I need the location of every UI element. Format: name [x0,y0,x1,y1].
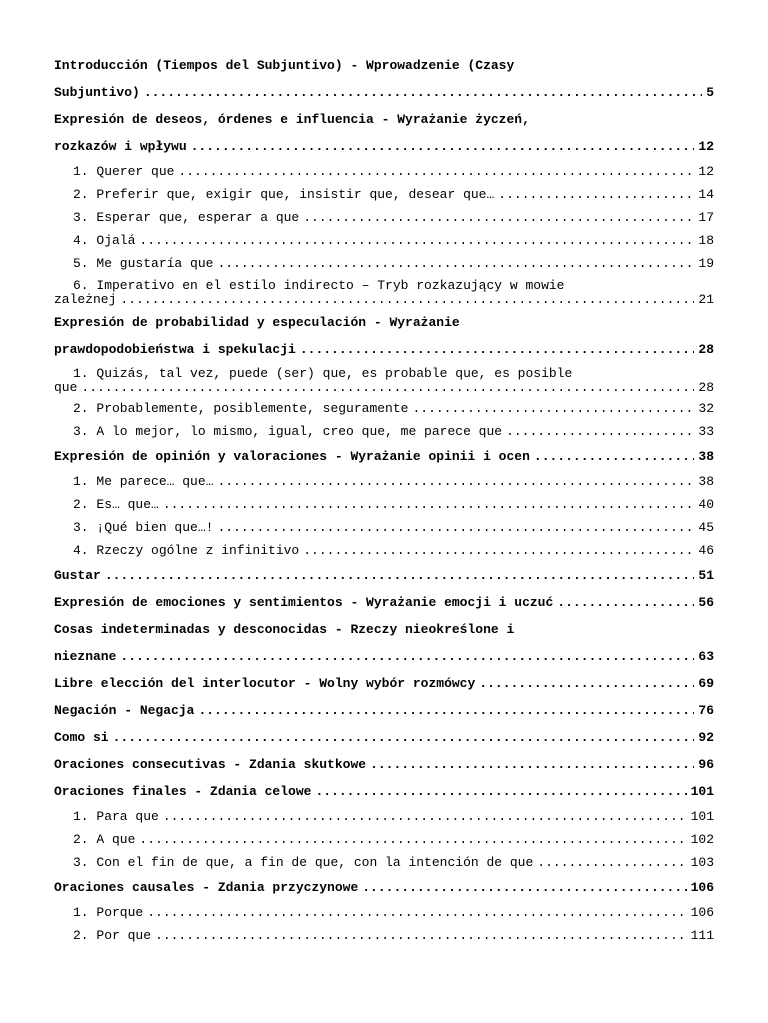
page-number: 106 [690,880,714,895]
page-number: 28 [698,342,714,357]
heading-entry-line [54,724,714,751]
heading-entry-line [54,336,714,363]
dot-leader [506,420,694,443]
toc-subentry[interactable] [54,470,714,493]
dot-leader [144,79,702,106]
dot-leader [498,183,694,206]
heading-title-line: Introducción (Tiempos del Subjuntivo) - Wprowadzenie (Czasy [54,58,515,73]
dot-leader [105,562,695,589]
page-number: 40 [698,497,714,512]
subentry-title: 2. Es… que… [73,497,159,512]
subentry-line [73,160,714,183]
page-number: 101 [690,809,714,824]
toc-subentry[interactable] [54,397,714,420]
toc-section-heading[interactable] [54,52,714,106]
subentry-title: 2. Probablemente, posiblemente, seguramente [73,401,409,416]
heading-title-line: Expresión de probabilidad y especulación - Wyrażanie [54,315,460,330]
page-number: 28 [698,380,714,395]
subentry-text-line: 6. Imperativo en el estilo indirecto – Tryb rozkazujący w mowie [73,278,565,293]
dot-leader [147,901,686,924]
toc-subentry[interactable] [54,229,714,252]
toc-section-heading[interactable] [54,106,714,160]
heading-title: Subjuntivo) [54,85,140,100]
dot-leader [163,805,687,828]
toc-section-heading[interactable] [54,589,714,616]
subentry-line [73,851,714,874]
dot-leader [139,828,686,851]
subentry-title: 3. ¡Qué bien que…! [73,520,214,535]
subentry-line [73,805,714,828]
page-number: 33 [698,424,714,439]
dot-leader [370,751,694,778]
dot-leader [300,336,695,363]
subentry-title: 3. Con el fin de que, a fin de que, con la intención de que [73,855,534,870]
toc-subentry[interactable] [54,183,714,206]
toc-subentry[interactable] [54,805,714,828]
page-number: 92 [698,730,714,745]
dot-leader [557,589,694,616]
subentry-line [73,229,714,252]
subentry-line [73,539,714,562]
toc-subentry[interactable] [54,539,714,562]
subentry-line [73,397,714,420]
page-number: 46 [698,543,714,558]
subentry-line [73,183,714,206]
page-number: 111 [690,928,714,943]
dot-leader [534,443,695,470]
toc-section-heading[interactable] [54,874,714,901]
heading-entry-line [54,79,714,106]
subentry-title: 5. Me gustaría que [73,256,214,271]
heading-title: Oraciones causales - Zdania przyczynowe [54,880,359,895]
subentry-line [73,516,714,539]
toc-subentry[interactable] [54,206,714,229]
toc-section-heading[interactable] [54,724,714,751]
toc-section-heading[interactable] [54,616,714,670]
subentry-line [73,901,714,924]
heading-title-line: Expresión de deseos, órdenes e influencia - Wyrażanie życzeń, [54,112,530,127]
toc-subentry[interactable] [54,493,714,516]
dot-leader [81,381,694,395]
subentry-line [73,828,714,851]
page-number: 18 [698,233,714,248]
toc-section-heading[interactable] [54,697,714,724]
toc-subentry[interactable] [54,516,714,539]
toc-subentry[interactable] [54,363,714,397]
page-number: 19 [698,256,714,271]
subentry-title: 1. Querer que [73,164,175,179]
page-number: 14 [698,187,714,202]
table-of-contents [54,52,714,947]
heading-entry-line [54,443,714,470]
page-number: 63 [698,649,714,664]
heading-title-line: Cosas indeterminadas y desconocidas - Rzeczy nieokreślone i [54,622,515,637]
page-number: 32 [698,401,714,416]
dot-leader [155,924,687,947]
page-number: 21 [698,292,714,307]
subentry-line [54,293,714,307]
subentry-line [73,493,714,516]
heading-title: Oraciones consecutivas - Zdania skutkowe [54,757,367,772]
toc-section-heading[interactable] [54,751,714,778]
heading-entry-line [54,589,714,616]
dot-leader [362,874,686,901]
page-number: 38 [698,474,714,489]
heading-entry-line [54,133,714,160]
page-number: 102 [690,832,714,847]
dot-leader [178,160,694,183]
dot-leader [315,778,686,805]
toc-subentry[interactable] [54,924,714,947]
dot-leader [163,493,695,516]
page-number: 38 [698,449,714,464]
heading-entry-line [54,643,714,670]
page-number: 76 [698,703,714,718]
dot-leader [120,643,694,670]
heading-title: Libre elección del interlocutor - Wolny wybór rozmówcy [54,676,476,691]
toc-section-heading[interactable] [54,778,714,805]
subentry-line [73,924,714,947]
dot-leader [198,697,694,724]
subentry-title: 2. Por que [73,928,152,943]
subentry-title: 2. Preferir que, exigir que, insistir que, desear que… [73,187,495,202]
page-number: 101 [690,784,714,799]
dot-leader [412,397,694,420]
heading-entry-line [54,751,714,778]
heading-title: Oraciones finales - Zdania celowe [54,784,312,799]
dot-leader [139,229,694,252]
dot-leader [479,670,694,697]
dot-leader [217,252,694,275]
page-number: 106 [690,905,714,920]
toc-subentry[interactable] [54,275,714,309]
page-number: 69 [698,676,714,691]
heading-entry-line [54,874,714,901]
toc-subentry[interactable] [54,420,714,443]
page-number: 12 [698,164,714,179]
page-number: 17 [698,210,714,225]
heading-title: Expresión de emociones y sentimientos - Wyrażanie emocji i uczuć [54,595,554,610]
subentry-line [73,420,714,443]
dot-leader [217,516,694,539]
subentry-line [73,252,714,275]
page-number: 103 [690,855,714,870]
heading-title: Negación - Negacja [54,703,195,718]
dot-leader [303,206,694,229]
dot-leader [217,470,694,493]
dot-leader [113,724,695,751]
heading-entry-line [54,697,714,724]
page-number: 51 [698,568,714,583]
subentry-title: 3. Esperar que, esperar a que [73,210,300,225]
page-number: 45 [698,520,714,535]
toc-subentry[interactable] [54,901,714,924]
page-number: 96 [698,757,714,772]
dot-leader [537,851,686,874]
heading-title: rozkazów i wpływu [54,139,187,154]
toc-section-heading[interactable] [54,670,714,697]
toc-subentry[interactable] [54,828,714,851]
heading-entry-line [54,778,714,805]
subentry-title: que [54,380,78,395]
page-number: 56 [698,595,714,610]
subentry-line [54,381,714,395]
subentry-title: 1. Para que [73,809,159,824]
subentry-line [73,206,714,229]
subentry-title: 4. Rzeczy ogólne z infinitivo [73,543,300,558]
heading-title: Como si [54,730,109,745]
subentry-title: 4. Ojalá [73,233,136,248]
heading-title: prawdopodobieństwa i spekulacji [54,342,296,357]
subentry-title: 3. A lo mejor, lo mismo, igual, creo que, me parece que [73,424,503,439]
heading-title: nieznane [54,649,117,664]
heading-entry-line [54,562,714,589]
subentry-title: zależnej [54,292,117,307]
page-number: 5 [706,85,714,100]
subentry-title: 2. A que [73,832,136,847]
heading-title: Expresión de opinión y valoraciones - Wyrażanie opinii i ocen [54,449,530,464]
toc-subentry[interactable] [54,252,714,275]
subentry-title: 1. Me parece… que… [73,474,214,489]
subentry-text-line: 1. Quizás, tal vez, puede (ser) que, es probable que, es posible [73,366,573,381]
subentry-line [73,470,714,493]
page-number: 12 [698,139,714,154]
heading-title: Gustar [54,568,101,583]
dot-leader [191,133,695,160]
dot-leader [303,539,694,562]
toc-subentry[interactable] [54,160,714,183]
heading-entry-line [54,670,714,697]
subentry-title: 1. Porque [73,905,144,920]
toc-section-heading[interactable] [54,309,714,363]
toc-section-heading[interactable] [54,443,714,470]
toc-subentry[interactable] [54,851,714,874]
toc-section-heading[interactable] [54,562,714,589]
dot-leader [120,293,694,307]
